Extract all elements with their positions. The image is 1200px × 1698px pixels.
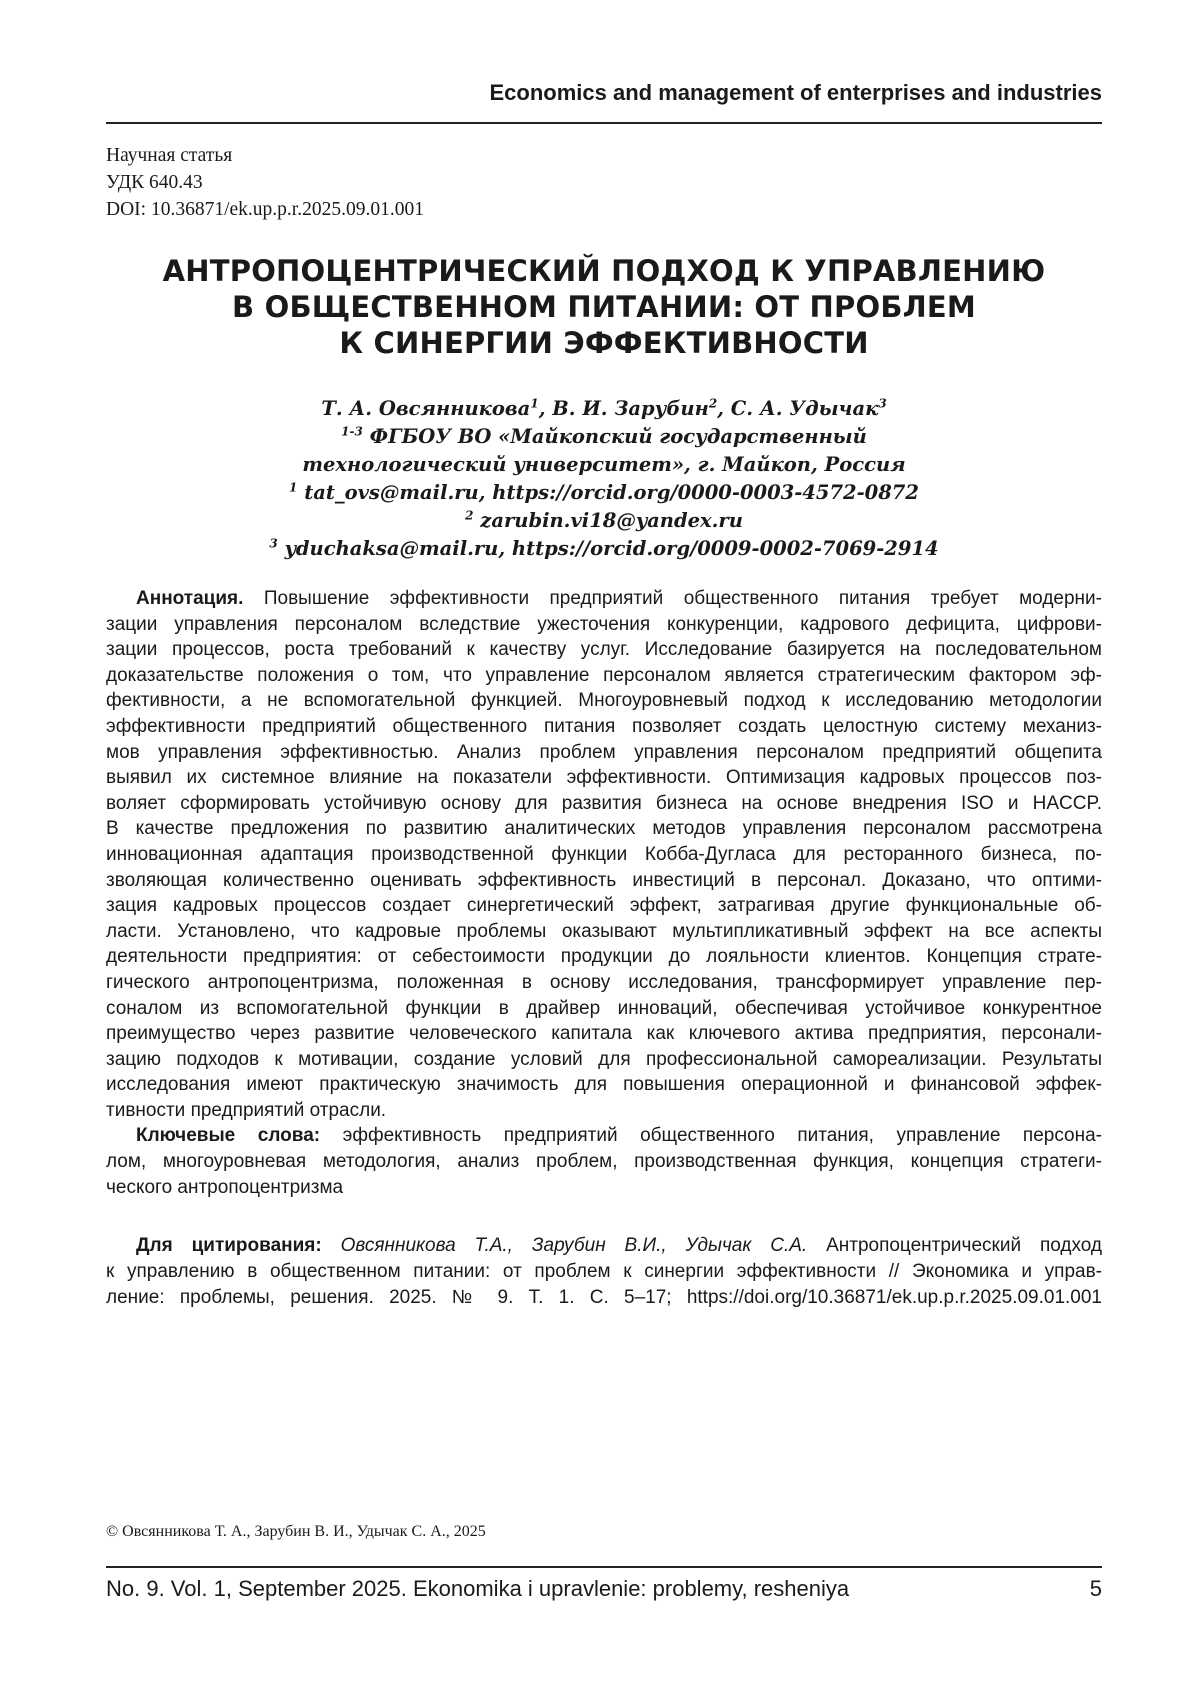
contact-text: tat_ovs@mail.ru, https://orcid.org/0000-0003-4572-0872 [304, 481, 919, 504]
keywords-line: лом, многоуровневая методология, анализ проблем, производственная функция, концепция стратеги- [106, 1149, 1102, 1175]
article-type: Научная статья [106, 142, 424, 169]
abstract-line: выявил их системное влияние на показатели эффективности. Оптимизация кадровых процессов поз- [106, 765, 1102, 791]
affiliation-line: ФГБОУ ВО «Майкопский государственный [370, 425, 867, 448]
affiliation-line: технологический университет», г. Майкоп, Россия [106, 451, 1102, 479]
citation-line: к управлению в общественном питании: от проблем к синергии эффективности // Экономика и управ- [106, 1259, 1102, 1285]
author-sup: 1 [530, 397, 538, 411]
citation-authors: Овсянникова Т.А., Зарубин В.И., Удычак С.А. [341, 1235, 808, 1256]
abstract-line: зации процессов, роста требований к качеству услуг. Исследование базируется на последовательном [106, 637, 1102, 663]
abstract-label: Аннотация. [136, 588, 243, 609]
abstract-line: эффективности предприятий общественного питания позволяет создать целостную систему механиз- [106, 714, 1102, 740]
citation-first-line [106, 1233, 1102, 1259]
abstract-line: преимущество через развитие человеческого капитала как ключевого актива предприятия, персонали- [106, 1021, 1102, 1047]
citation-block [106, 1233, 1102, 1311]
title-line: К СИНЕРГИИ ЭФФЕКТИВНОСТИ [106, 325, 1102, 361]
abstract-first-line [106, 586, 1102, 612]
keywords-line: ческого антропоцентризма [106, 1175, 1102, 1201]
doi: DOI: 10.36871/ek.up.p.r.2025.09.01.001 [106, 196, 424, 223]
keywords-first-line [106, 1123, 1102, 1149]
abstract-line: фективности, а не вспомогательной функцией. Многоуровневый подход к исследованию методологии [106, 688, 1102, 714]
affiliation-sup: 1-3 [341, 425, 363, 439]
contact-sup: 1 [289, 481, 297, 495]
abstract-line: исследования имеют практическую значимость для повышения операционной и финансовой эффек- [106, 1072, 1102, 1098]
title-line: АНТРОПОЦЕНТРИЧЕСКИЙ ПОДХОД К УПРАВЛЕНИЮ [106, 253, 1102, 289]
abstract-line: зволяющая количественно оценивать эффективность инвестиций в персонал. Доказано, что оптими- [106, 868, 1102, 894]
copyright-notice: © Овсянникова Т. А., Зарубин В. И., Удычак С. А., 2025 [106, 1523, 486, 1541]
article-meta [106, 142, 424, 223]
abstract-line: тивности предприятий отрасли. [106, 1098, 1102, 1124]
affiliation [106, 423, 1102, 451]
author-name: Т. А. Овсянникова [321, 397, 530, 420]
author-sup: 3 [878, 397, 886, 411]
udc-code: УДК 640.43 [106, 169, 424, 196]
footer-rule [106, 1566, 1102, 1568]
abstract-line: инновационная адаптация производственной функции Кобба-Дугласа для ресторанного бизнеса, по- [106, 842, 1102, 868]
abstract-line: зацию подходов к мотивации, создание условий для профессиональной самореализации. Результаты [106, 1047, 1102, 1073]
citation-label: Для цитирования: [136, 1235, 322, 1256]
citation-text: Антропоцентрический подход [826, 1235, 1102, 1256]
author-contact [106, 479, 1102, 507]
abstract-line: соналом из вспомогательной функции в драйвер инноваций, обеспечивая устойчивое конкурентное [106, 996, 1102, 1022]
article-title [106, 253, 1102, 361]
author-sup: 2 [709, 397, 717, 411]
contact-text: zarubin.vi18@yandex.ru [480, 509, 743, 532]
abstract-line: В качестве предложения по развитию аналитических методов управления персоналом рассмотрена [106, 816, 1102, 842]
author-name: С. А. Удычак [731, 397, 879, 420]
author-names: Т. А. Овсянникова1, В. И. Зарубин2, С. А. Удычак3 [106, 395, 1102, 423]
abstract-line: зации управления персоналом вследствие ужесточения конкуренции, кадрового дефицита, цифрови- [106, 612, 1102, 638]
abstract-block [106, 586, 1102, 1200]
abstract-line: гического антропоцентризма, положенная в основу исследования, трансформирует управление пер- [106, 970, 1102, 996]
header-rule [106, 122, 1102, 124]
abstract-line: деятельности предприятия: от себестоимости продукции до лояльности клиентов. Концепция страте- [106, 944, 1102, 970]
journal-section-header: Economics and management of enterprises and industries [106, 80, 1102, 106]
keywords-label: Ключевые слова: [136, 1125, 320, 1146]
abstract-line: мов управления эффективностью. Анализ проблем управления персоналом предприятий общепита [106, 740, 1102, 766]
abstract-line: ласти. Установлено, что кадровые проблемы оказывают мультипликативный эффект на все аспекты [106, 919, 1102, 945]
keywords-text: эффективность предприятий общественного питания, управление персона- [343, 1125, 1102, 1146]
author-name: В. И. Зарубин [552, 397, 709, 420]
footer-issue: No. 9. Vol. 1, September 2025. Ekonomika i upravlenie: problemy, resheniya [106, 1576, 849, 1602]
contact-text: yduchaksa@mail.ru, https://orcid.org/0009-0002-7069-2914 [285, 537, 939, 560]
title-line: В ОБЩЕСТВЕННОМ ПИТАНИИ: ОТ ПРОБЛЕМ [106, 289, 1102, 325]
contact-sup: 2 [465, 509, 473, 523]
abstract-line: зация кадровых процессов создает синергетический эффект, затрагивая другие функциональные об- [106, 893, 1102, 919]
author-contact [106, 535, 1102, 563]
citation-line: ление: проблемы, решения. 2025. № 9. Т. 1. С. 5–17; https://doi.org/10.36871/ek.up.p.r.2025.09.01.001 [106, 1285, 1102, 1311]
abstract-text: Повышение эффективности предприятий общественного питания требует модерни- [264, 588, 1102, 609]
contact-sup: 3 [269, 537, 277, 551]
authors-block [106, 395, 1102, 563]
abstract-line: доказательстве положения о том, что управление персоналом является стратегическим фактором эф- [106, 663, 1102, 689]
abstract-line: воляет сформировать устойчивую основу для развития бизнеса на основе внедрения ISO и HACCP. [106, 791, 1102, 817]
author-contact [106, 507, 1102, 535]
page-number: 5 [1090, 1576, 1102, 1602]
